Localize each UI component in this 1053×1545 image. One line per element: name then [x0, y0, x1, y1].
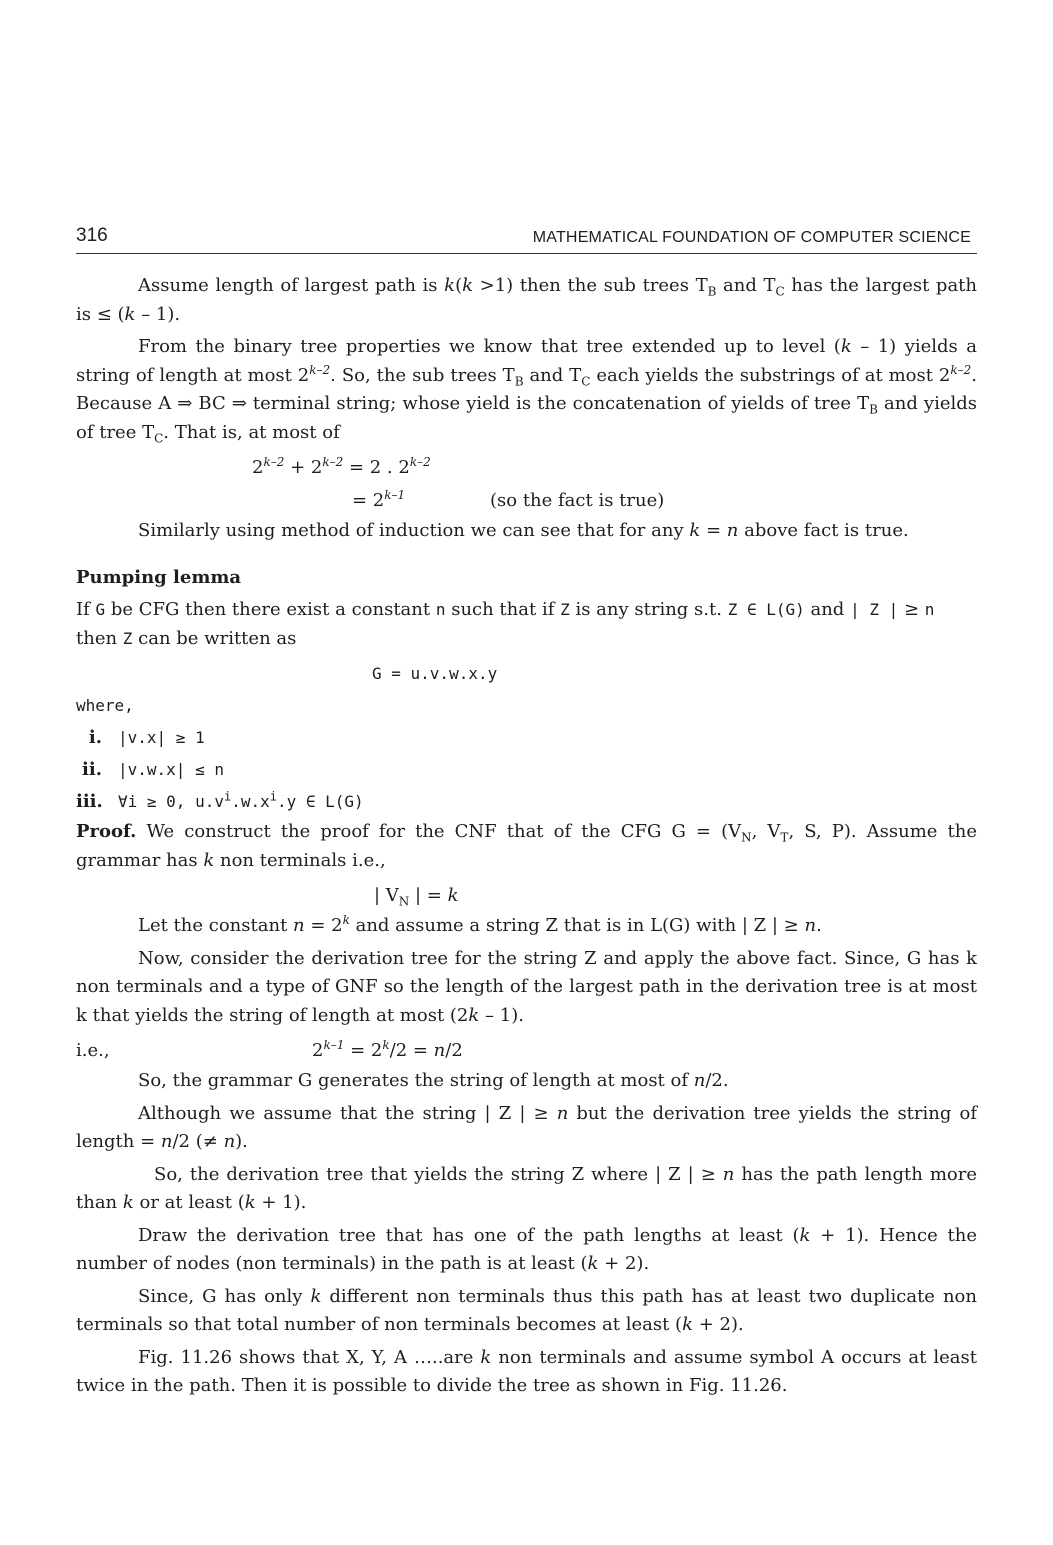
- paragraph-6: So, the grammar G generates the string of length at most of n/2.: [138, 1070, 729, 1091]
- condition-2: ii. |v.w.x| ≤ n: [82, 759, 224, 780]
- running-title: MATHEMATICAL FOUNDATION OF COMPUTER SCIENCE: [532, 229, 971, 246]
- proof-paragraph: Proof. We construct the proof for the CNF that of the CFG $G = (V_N$, $V_T$, S, P). Assume the grammar has k non terminals i.e.,: [76, 821, 978, 871]
- equation-sum: $2^{k-2} + 2^{k-2} = 2$ . 2$^{k-2}$: [252, 455, 431, 478]
- section-title: Pumping lemma: [76, 566, 242, 588]
- equation-result: = $2^{k-1}$ (so the fact is true): [76, 484, 977, 517]
- where-label: where,: [76, 696, 134, 715]
- paragraph-1: Assume length of largest path is k(k >1) then the sub trees $T_B$ and $T_C$ has the largest path is ≤ (k – 1).: [76, 275, 978, 325]
- paragraph-4: Let the constant $n = 2^k$ and assume a string Z that is in L(G) with | Z | ≥ n.: [138, 913, 822, 936]
- condition-3: iii. ∀i ≥ 0, $u.v^i.w.x^i.y$ ∈ L(G): [76, 789, 364, 812]
- paragraph-7: Although we assume that the string | Z | ≥ n but the derivation tree yields the string of length = n/2 (≠ n).: [76, 1102, 977, 1152]
- lemma-statement: If G be CFG then there exist a constant n such that if Z is any string s.t. Z ∈ L(G) and | Z | ≥ n then Z can be written as: [76, 599, 935, 649]
- page-number: 316: [76, 225, 108, 246]
- paragraph-9: Draw the derivation tree that has one of the path lengths at least (k + 1). Hence the number of nodes (non terminals) in the path is at least (k + 2).: [76, 1224, 977, 1274]
- paragraph-10: Since, G has only k different non terminals thus this path has at least two duplicate non terminals so that total number of non terminals becomes at least (k + 2).: [76, 1285, 977, 1335]
- equation-note: (so the fact is true): [490, 490, 665, 511]
- lemma-equation: G = u.v.w.x.y: [372, 664, 498, 683]
- proof-equation: | $V_N$ | = k: [374, 885, 459, 909]
- paragraph-3: Similarly using method of induction we can see that for any k = n above fact is true.: [138, 520, 909, 541]
- page-header: [76, 225, 977, 254]
- page-body: [76, 272, 977, 1405]
- paragraph-2: From the binary tree properties we know that tree extended up to level (k – 1) yields a string of length at most 2$^{k-2}$. So, the sub trees $T_B$ and $T_C$ each yields the substrings of at most 2$^{k-2}$. Because A ⇒ BC ⇒ terminal string; whose yield is the concatenation of yields of tree $T_B$ and yields of tree $T_C$. That is, at most of: [76, 336, 978, 446]
- paragraph-11: Fig. 11.26 shows that X, Y, A …..are k non terminals and assume symbol A occurs at least twice in the path. Then it is possible to divide the tree as shown in Fig. 11.26.: [76, 1346, 977, 1396]
- ie-equation: i.e., $2^{k-1} = 2^k/2 = n/2$: [76, 1038, 463, 1061]
- paragraph-8: So, the derivation tree that yields the string Z where | Z | ≥ n has the path length more than k or at least (k + 1).: [76, 1163, 977, 1213]
- condition-1: i. |v.x| ≥ 1: [88, 727, 205, 748]
- paragraph-5: Now, consider the derivation tree for the string Z and apply the above fact. Since, G has k non terminals and a type of GNF so the length of the largest path in the derivation tree is at most k that yields the string of length at most (2k – 1).: [76, 947, 977, 1026]
